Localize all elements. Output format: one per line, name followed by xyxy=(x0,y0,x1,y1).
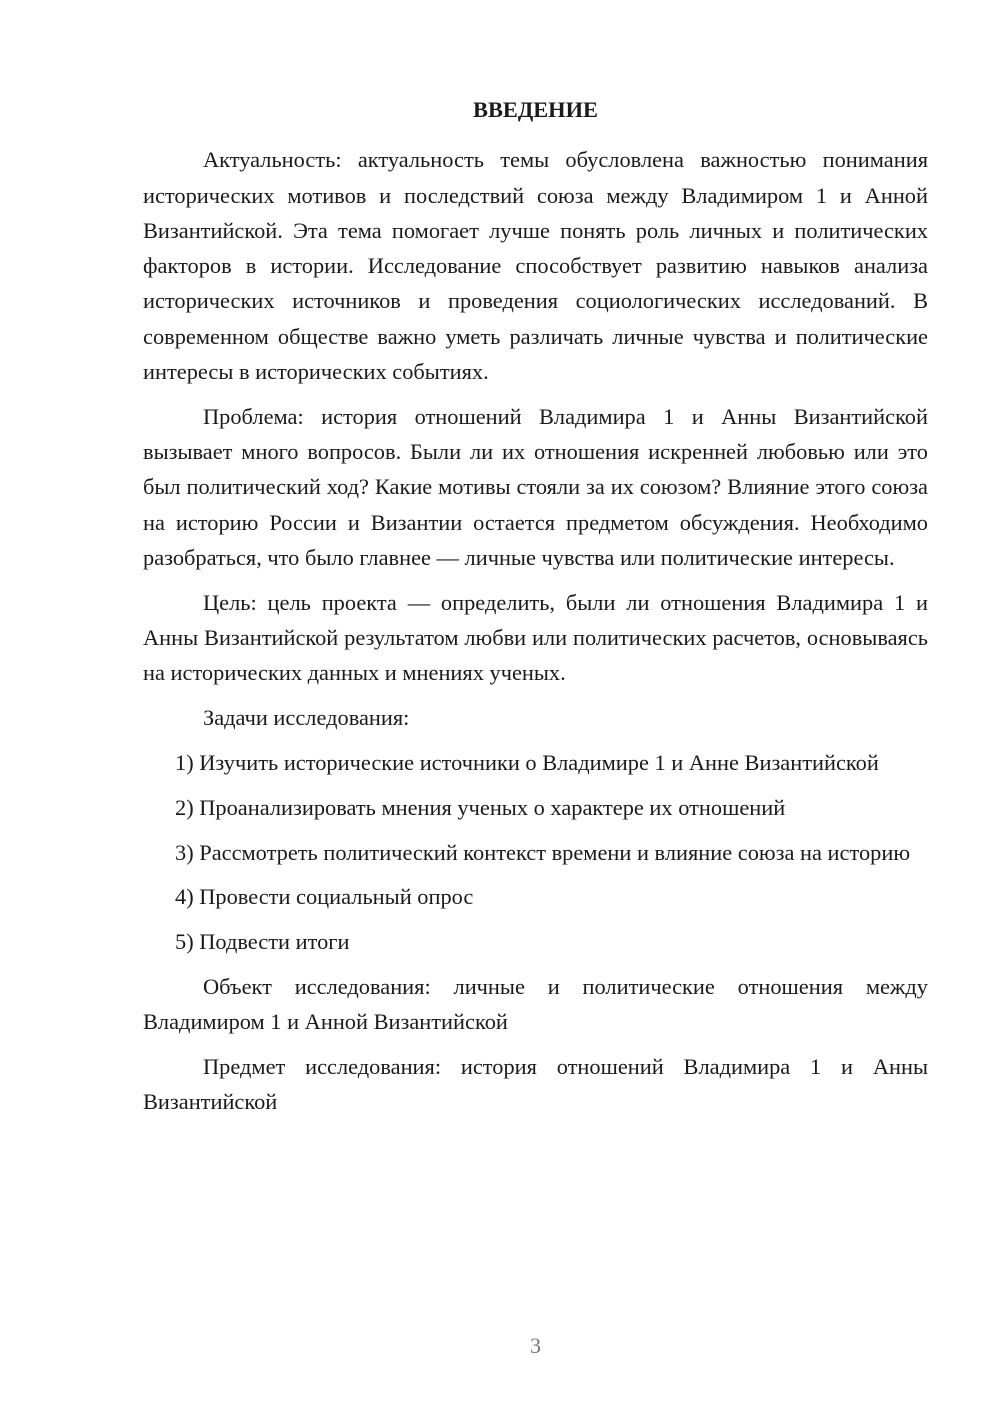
page-number: 3 xyxy=(530,1333,541,1358)
problem-paragraph: Проблема: история отношений Владимира 1 и Анны Византийской вызывает много вопросов. Были ли их отношения искренней любовью или это был политический ход? Какие мотивы стояли за их союзом? Влияние этого союза на историю России и Византии остается предметом обсуждения. Необходимо разобраться, что было главнее — личные чувства или политические интересы. xyxy=(143,403,928,571)
object-paragraph: Объект исследования: личные и политические отношения между Владимиром 1 и Анной Византийской xyxy=(143,974,928,1035)
tasks-heading: Задачи исследования: xyxy=(203,705,410,731)
subject-paragraph: Предмет исследования: история отношений Владимира 1 и Анны Византийской xyxy=(143,1054,928,1115)
task-item: 2) Проанализировать мнения ученых о характере их отношений xyxy=(175,794,786,820)
task-item: 4) Провести социальный опрос xyxy=(175,884,474,910)
task-item: 5) Подвести итоги xyxy=(175,929,350,955)
goal-paragraph: Цель: цель проекта — определить, были ли отношения Владимира 1 и Анны Византийской результатом любви или политических расчетов, основываясь на исторических данных и мнениях ученых. xyxy=(143,589,928,686)
relevance-paragraph: Актуальность: актуальность темы обусловлена важностью понимания исторических мотивов и последствий союза между Владимиром 1 и Анной Византийской. Эта тема помогает лучше понять роль личных и политических факторов в истории. Исследование способствует развитию навыков анализа исторических источников и проведения социологических исследований. В современном обществе важно уметь различать личные чувства и политические интересы в исторических событиях. xyxy=(143,147,928,385)
section-title: ВВЕДЕНИЕ xyxy=(473,97,598,122)
document-page xyxy=(143,92,928,1129)
task-item: 1) Изучить исторические источники о Владимире 1 и Анне Византийской xyxy=(175,750,879,776)
task-item: 3) Рассмотреть политический контекст времени и влияние союза на историю xyxy=(175,839,911,865)
